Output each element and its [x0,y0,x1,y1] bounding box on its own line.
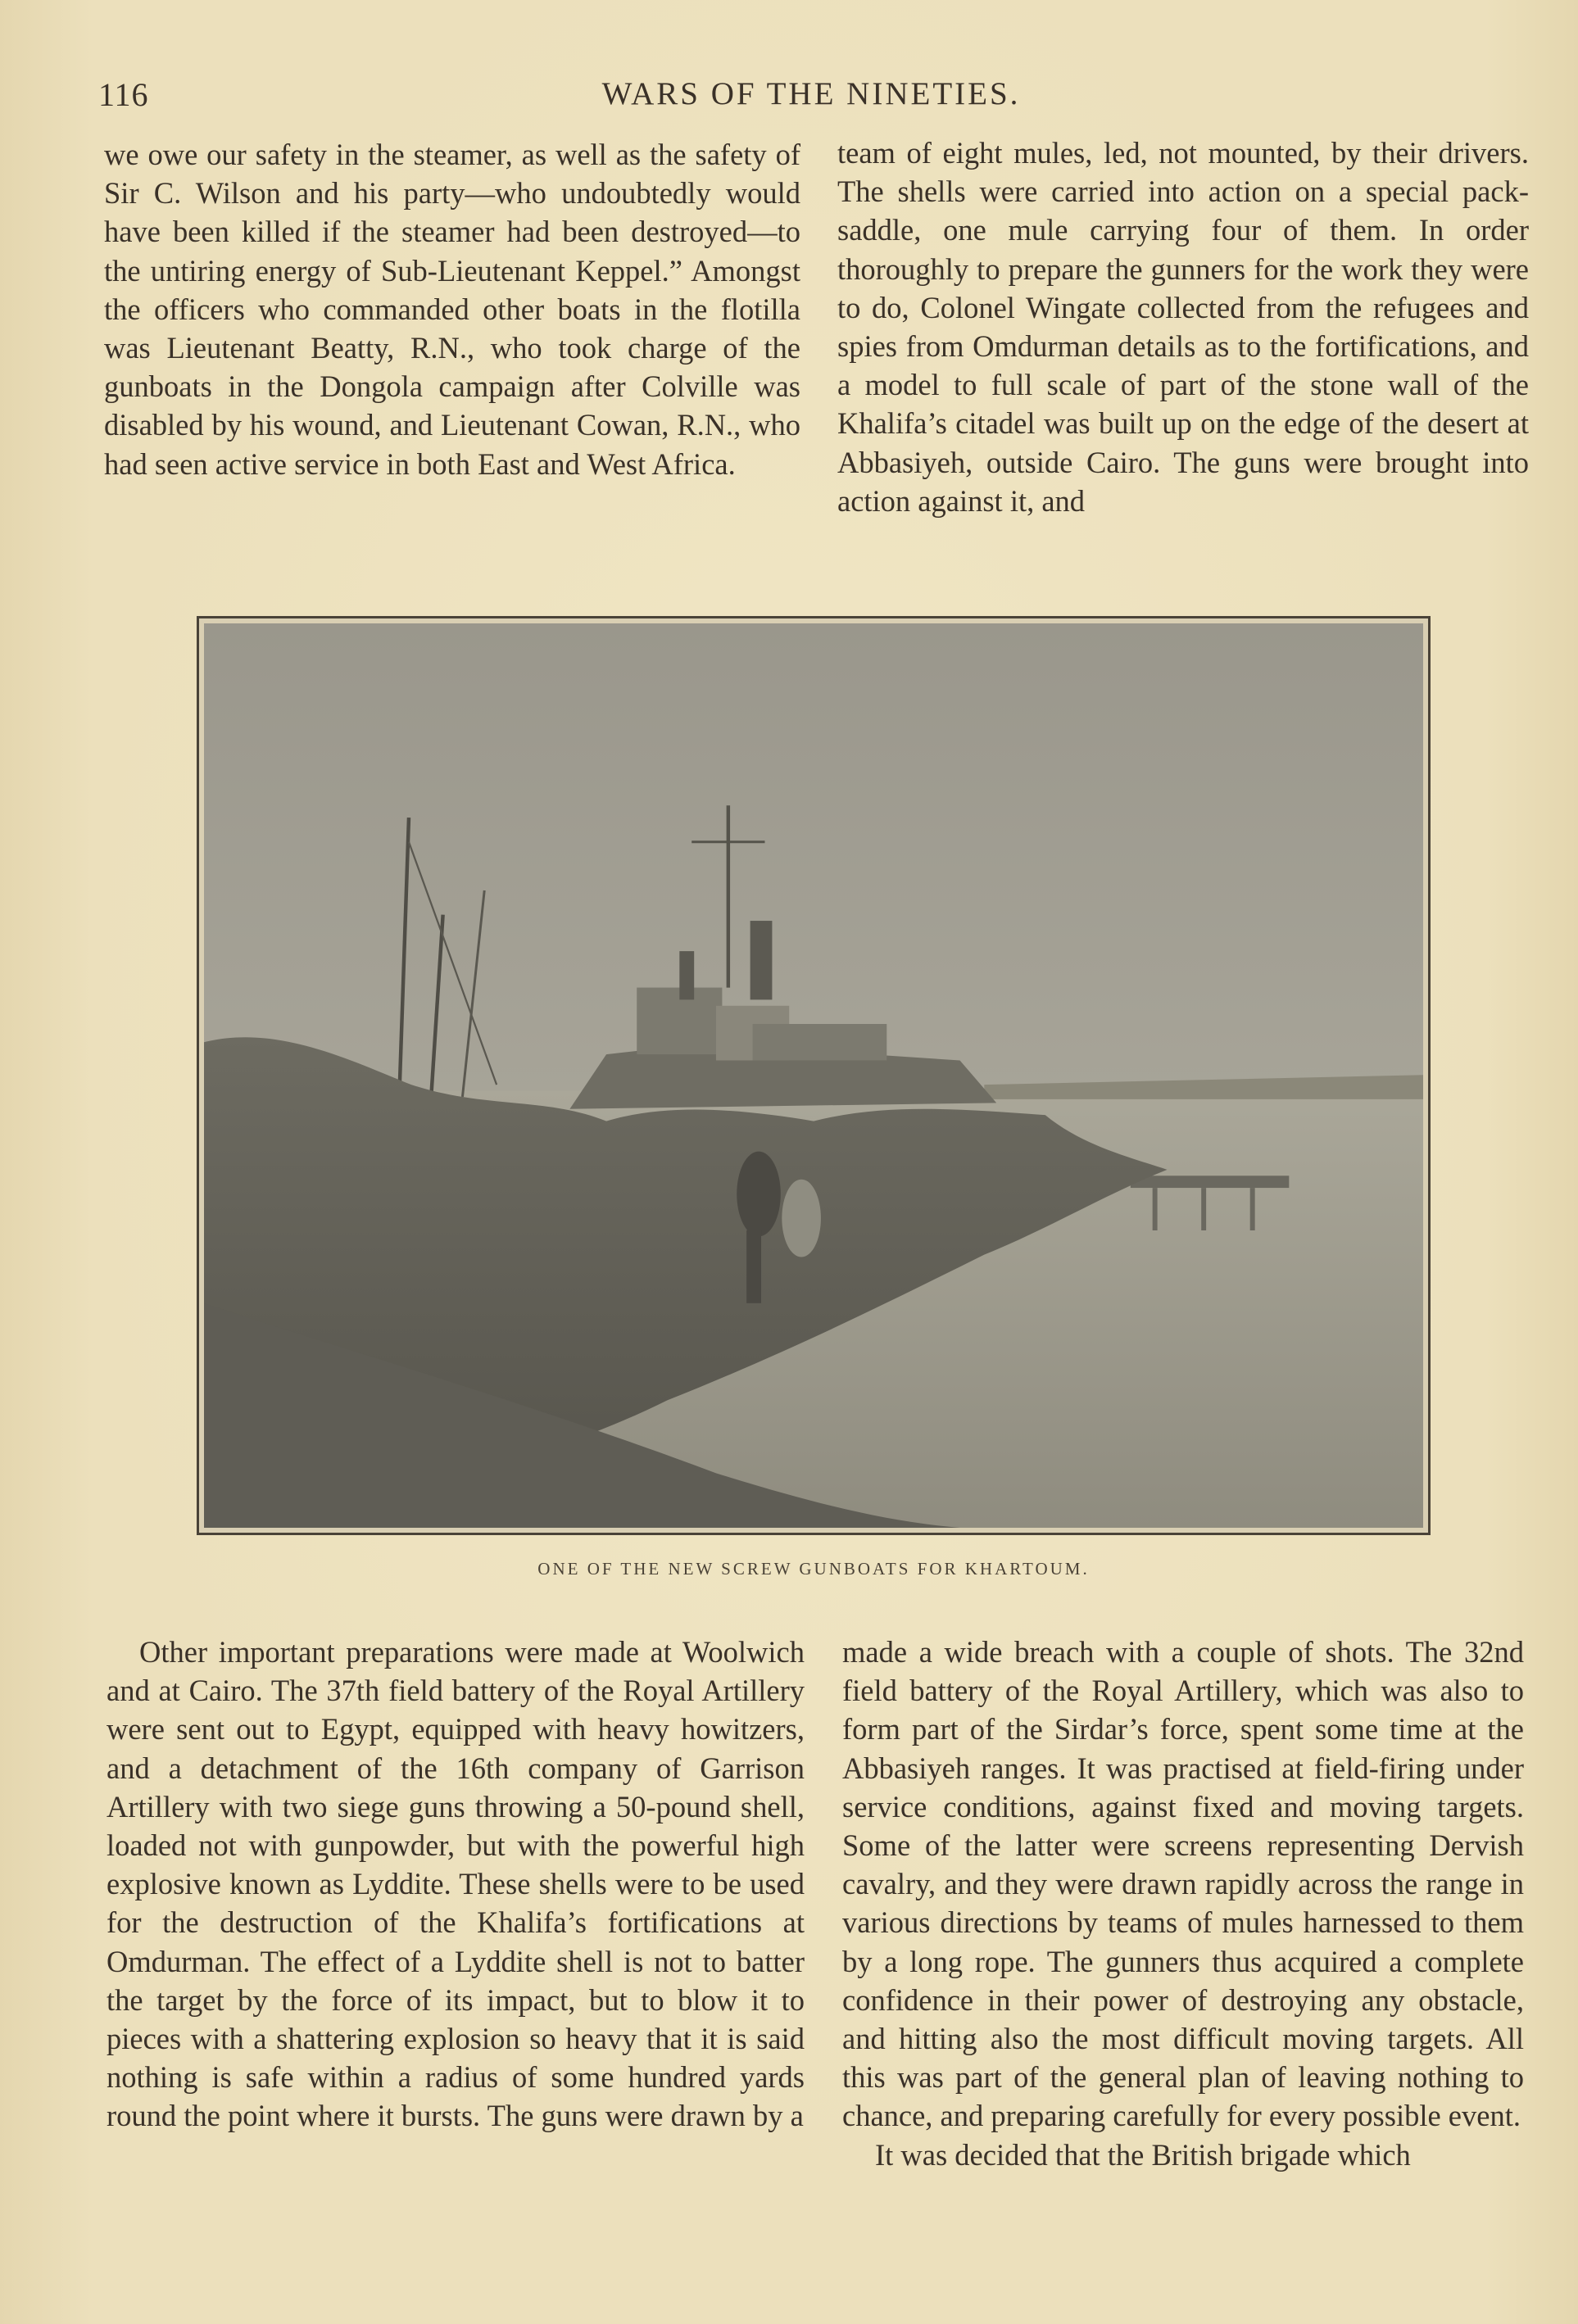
gunboat-halftone-image [204,623,1423,1528]
paragraph: made a wide breach with a couple of shots. The 32nd field battery of the Royal Artillery, which was also to form part of the Sirdar’s force, spent some time at the Abbasiyeh ranges. It was practised at field-firing under service conditions, against fixed and moving targets. Some of the latter were screens representing Dervish cavalry, and they were drawn rapidly across the range in various directions by teams of mules harnessed to them by a long rope. The gunners thus acquired a complete confidence in their power of destroying any obstacle, and hitting also the most difficult moving targets. All this was part of the general plan of leaving nothing to chance, and preparing carefully for every possible event. [842,1635,1524,2133]
photo-caption: ONE OF THE NEW SCREW GUNBOATS FOR KHARTOUM. [537,1559,1090,1579]
bottom-right-column [842,1633,1524,2174]
bottom-left-column [107,1633,805,2136]
page-number: 116 [98,76,149,113]
top-right-column [837,134,1529,520]
paragraph: team of eight mules, led, not mounted, by their drivers. The shells were carried into action on a special pack-saddle, one mule carrying four of them. In order thoroughly to prepare the gunners for the work they were to do, Colonel Wingate collected from the refugees and spies from Omdurman details as to the fortifications, and a model to full scale of part of the stone wall of the Khalifa’s citadel was built up on the edge of the desert at Abbasiyeh, outside Cairo. The guns were brought into action against it, and [837,136,1529,518]
paragraph: Other important preparations were made at Woolwich and at Cairo. The 37th field battery of the Royal Artillery were sent out to Egypt, equipped with heavy howitzers, and a detachment of the 16th company of Garrison Artillery with two siege guns throwing a 50-pound shell, loaded not with gunpowder, but with the powerful high explosive known as Lyddite. These shells were to be used for the destruction of the Khalifa’s fortifications at Omdurman. The effect of a Lyddite shell is not to batter the target by the force of its impact, but to blow it to pieces with a shattering explosion so heavy that it is said nothing is safe within a radius of some hundred yards round the point where it bursts. The guns were drawn by a [107,1635,805,2133]
top-left-column [104,135,800,483]
gunboat-photograph [197,616,1431,1535]
paragraph: It was decided that the British brigade which [875,2137,1411,2172]
running-head [98,75,1524,116]
paragraph: we owe our safety in the steamer, as well as the safety of Sir C. Wilson and his party—who undoubtedly would have been killed if the steamer had been destroyed—to the untiring energy of Sub-Lieutenant Keppel.” Amongst the officers who commanded other boats in the flotilla was Lieutenant Beatty, R.N., who took charge of the gunboats in the Dongola campaign after Colville was disabled by his wound, and Lieutenant Cowan, R.N., who had seen active service in both East and West Africa. [104,138,800,481]
running-title: WARS OF THE NINETIES. [601,76,1021,111]
